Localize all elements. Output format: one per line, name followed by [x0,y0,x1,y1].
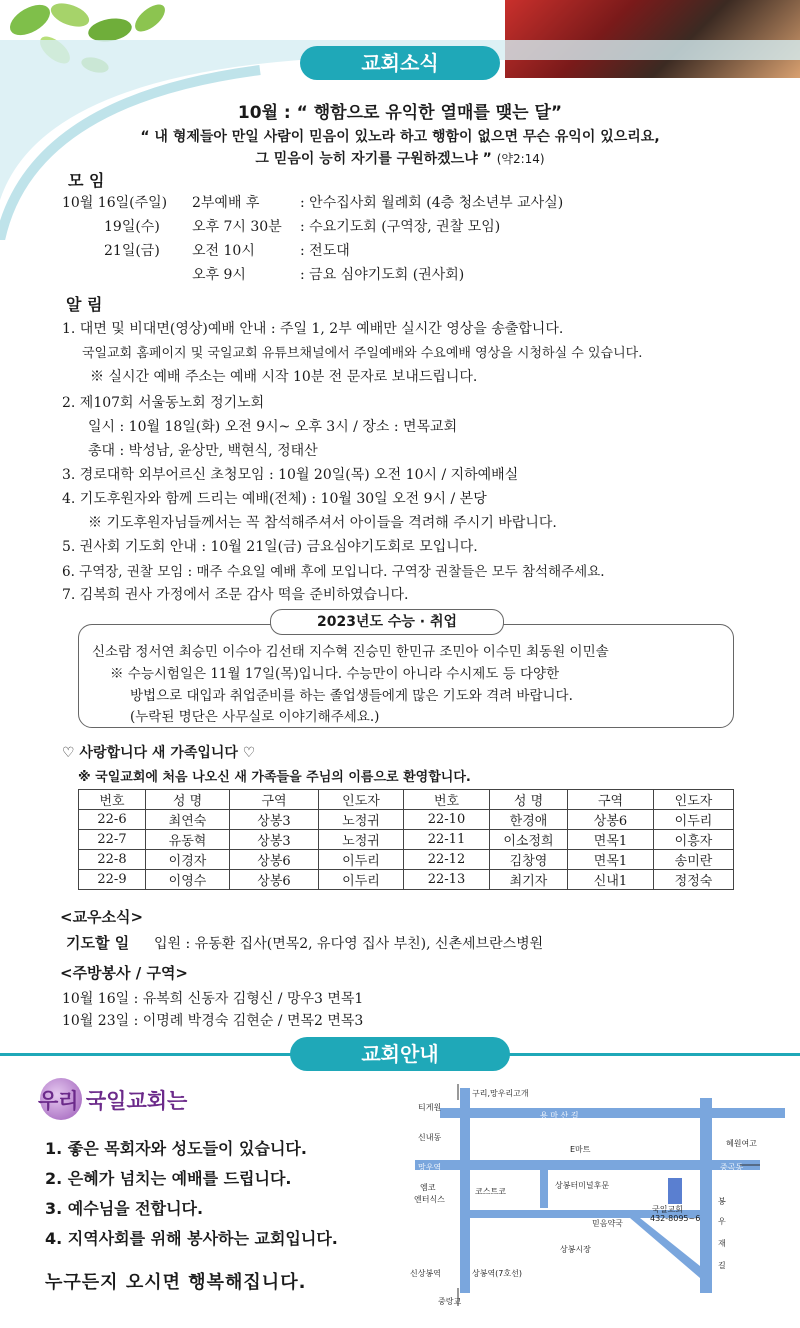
header-cell: 성 명 [146,790,230,810]
meeting-time: 오후 9시 [192,267,246,283]
new-family-title: ♡ 사랑합니다 새 가족입니다 ♡ [62,745,256,761]
cell: 상봉6 [568,810,654,830]
meeting-desc: : 수요기도회 (구역장, 권찰 모임) [300,219,501,235]
month-theme: 10월 : “ 행함으로 유익한 열매를 맺는 달” [237,103,563,123]
header-cell: 구역 [230,790,319,810]
notice-line: 1. 대면 및 비대면(영상)예배 안내 : 주일 1, 2부 예배만 실시간 영상을 송출합니다. [62,321,564,337]
map-label: 중랑교 [438,1297,462,1306]
new-family-subtitle: ※ 국일교회에 처음 나오신 새 가족들을 주님의 이름으로 환영합니다. [78,770,471,785]
cell: 이두리 [319,870,404,890]
location-map [400,1078,800,1324]
suneung-label: 2023년도 수능 · 취업 [270,609,504,635]
map-label: 코스트코 [475,1187,506,1196]
map-label: 엔터식스 [414,1195,445,1204]
map-label: 재 [718,1239,726,1248]
suneung-line: ※ 수능시험일은 11월 17일(목)입니다. 수능만이 아니라 수시제도 등 다양한 [110,666,560,682]
verse-reference: (약2:14) [496,152,545,166]
cell: 이경자 [146,850,230,870]
cell: 22-12 [404,850,490,870]
map-label: 혜원여고 [726,1139,757,1148]
cell: 이소정희 [490,830,568,850]
map-label: 국일교회 [652,1205,683,1214]
meeting-date: 21일(금) [104,243,160,259]
notice-line: 4. 기도후원자와 함께 드리는 예배(전체) : 10월 30일 오전 9시 / 본당 [62,491,487,507]
cell: 정정숙 [654,870,734,890]
prayer-label: 기도할 일 [66,934,130,952]
notice-line: 일시 : 10월 18일(화) 오전 9시~ 오후 3시 / 장소 : 면목교회 [88,419,458,435]
map-label: 432-8095~6 [650,1214,701,1223]
map-label: 신내동 [418,1133,442,1142]
map-label: 길 [718,1261,726,1270]
cell: 송미란 [654,850,734,870]
map-label: 믿음약국 [592,1219,623,1228]
map-roads [400,1078,800,1324]
church-point: 4. 지역사회를 위해 봉사하는 교회입니다. [45,1229,338,1248]
notice-line: 국일교회 홈페이지 및 국일교회 유튜브채널에서 주일예배와 수요예배 영상을 시청하실 수 있습니다. [82,346,643,361]
notices-title: 알 림 [66,295,103,314]
map-label: 구리,망우리고개 [472,1089,529,1098]
news-title-pill: 교회소식 [300,46,500,80]
meeting-desc: : 안수집사회 월례회 (4층 청소년부 교사실) [300,195,564,211]
table-row [79,870,734,890]
meeting-date: 10월 16일(주일) [62,195,168,211]
cell: 상봉3 [230,830,319,850]
guide-title-pill: 교회안내 [290,1037,510,1071]
map-label: E마트 [570,1145,591,1154]
cell: 22-7 [79,830,146,850]
our-church-title: 우리 국일교회는 [38,1089,188,1113]
cell: 이두리 [654,810,734,830]
prayer-text: 입원 : 유동환 집사(면목2, 유다영 집사 부친), 신촌세브란스병원 [154,936,544,952]
cell: 22-10 [404,810,490,830]
cell: 면목1 [568,830,654,850]
slogan: 누구든지 오시면 행복해집니다. [45,1272,307,1293]
church-point: 2. 은혜가 넘치는 예배를 드립니다. [45,1169,292,1188]
map-label: 엠코 [420,1183,436,1192]
header-cell: 번호 [79,790,146,810]
notice-line: 7. 김복희 권사 가정에서 조문 감사 떡을 준비하였습니다. [62,587,409,603]
notice-line: 2. 제107회 서울동노회 정기노회 [62,395,265,411]
map-label: 우 [718,1217,726,1226]
meeting-time: 오전 10시 [192,243,255,259]
cell: 22-6 [79,810,146,830]
map-label: 상봉역(7호선) [472,1269,522,1278]
notice-line: 5. 권사회 기도회 안내 : 10월 21일(금) 금요심야기도회로 모입니다. [62,539,478,555]
notice-line: ※ 실시간 예배 주소는 예배 시작 10분 전 문자로 보내드립니다. [90,369,478,385]
suneung-line: 방법으로 대입과 취업준비를 하는 졸업생들에게 많은 기도와 격려 바랍니다. [130,688,573,704]
cell: 상봉3 [230,810,319,830]
table-row [79,830,734,850]
cell: 면목1 [568,850,654,870]
meeting-time: 2부예배 후 [192,195,260,211]
church-building-icon [668,1178,682,1204]
meeting-time: 오후 7시 30분 [192,219,282,235]
cell: 최기자 [490,870,568,890]
map-label: 신상봉역 [410,1269,441,1278]
kitchen-title: <주방봉사 / 구역> [60,964,189,982]
header-cell: 성 명 [490,790,568,810]
map-label: 상봉터미널후문 [555,1181,610,1190]
cell: 신내1 [568,870,654,890]
map-label: 용 마 산 길 [540,1111,579,1120]
cell: 22-11 [404,830,490,850]
suneung-line: (누락된 명단은 사무실로 이야기해주세요.) [130,709,380,725]
cell: 노정귀 [319,830,404,850]
verse-line-1: “ 내 형제들아 만일 사람이 믿음이 있노라 하고 행함이 없으면 무슨 유익이 있으리요, [140,129,660,145]
notice-line: 6. 구역장, 권찰 모임 : 매주 수요일 예배 후에 모입니다. 구역장 권찰들은 모두 참석해주세요. [62,564,605,580]
new-family-table [78,789,734,890]
cell: 22-13 [404,870,490,890]
cell: 유동혁 [146,830,230,850]
kitchen-line: 10월 16일 : 유복희 신동자 김형신 / 망우3 면목1 [62,991,364,1007]
cell: 22-8 [79,850,146,870]
map-label: 봉 [718,1197,726,1206]
cell: 상봉6 [230,850,319,870]
map-label: 티게원 [418,1103,442,1112]
verse-line-2 [0,148,800,168]
notice-line: 총대 : 박성남, 윤상만, 백현식, 정태산 [88,443,318,459]
church-point: 3. 예수님을 전합니다. [45,1199,204,1218]
meetings-title: 모 임 [68,171,105,190]
notice-line: ※ 기도후원자님들께서는 꼭 참석해주셔서 아이들을 격려해 주시기 바랍니다. [88,515,557,531]
header-cell: 구역 [568,790,654,810]
cell: 이두리 [319,850,404,870]
notice-line: 3. 경로대학 외부어르신 초청모임 : 10월 20일(목) 오전 10시 / 지하예배실 [62,467,519,483]
cell: 이영수 [146,870,230,890]
map-label: 중곡동 [720,1163,744,1172]
cell: 한경애 [490,810,568,830]
kitchen-line: 10월 23일 : 이명례 박경숙 김현순 / 면목2 면목3 [62,1013,364,1029]
table-row [79,850,734,870]
church-point: 1. 좋은 목회자와 성도들이 있습니다. [45,1139,307,1158]
meeting-desc: : 금요 심야기도회 (권사회) [300,267,465,283]
verse-text: 그 믿음이 능히 자기를 구원하겠느냐 ” [255,151,492,167]
meeting-date: 19일(수) [104,219,160,235]
header-cell: 인도자 [319,790,404,810]
table-row [79,810,734,830]
cell: 이흥자 [654,830,734,850]
header-cell: 번호 [404,790,490,810]
suneung-names: 신소람 정서연 최승민 이수아 김선태 지수혁 진승민 한민규 조민아 이수민 최동원 이민솔 [92,644,609,660]
cell: 최연숙 [146,810,230,830]
cell: 상봉6 [230,870,319,890]
map-label: 상봉시장 [560,1245,591,1254]
member-news-title: <교우소식> [60,908,144,926]
meeting-desc: : 전도대 [300,243,350,259]
cell: 22-9 [79,870,146,890]
cell: 노정귀 [319,810,404,830]
map-label: 망우역 [418,1163,442,1172]
table-header-row [79,790,734,810]
cell: 김창영 [490,850,568,870]
header-cell: 인도자 [654,790,734,810]
